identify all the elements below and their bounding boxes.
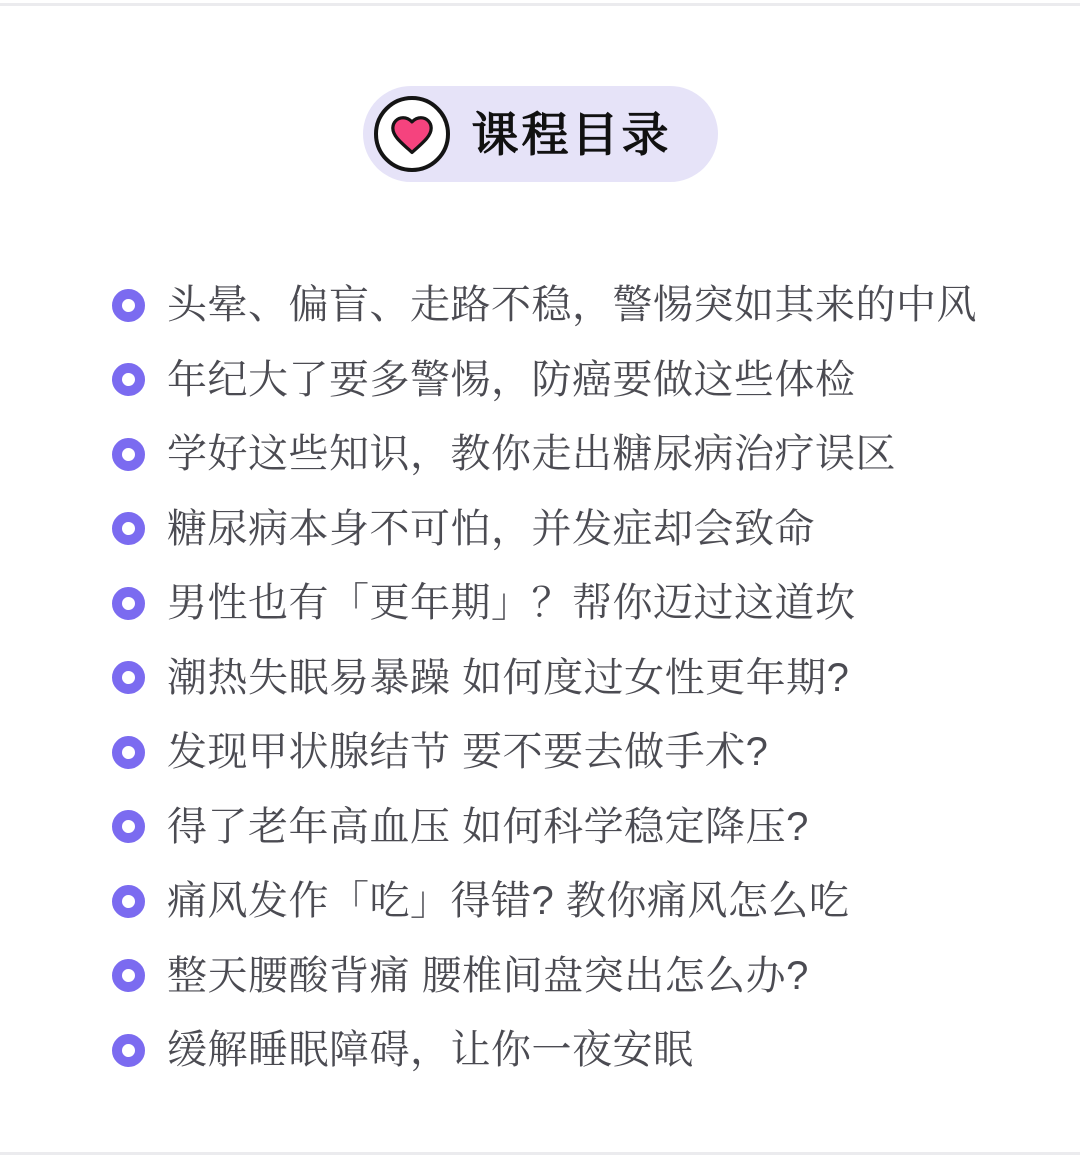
list-item bbox=[112, 492, 1040, 567]
list-item bbox=[112, 641, 1040, 716]
ring-bullet-icon bbox=[112, 289, 145, 322]
ring-bullet-icon bbox=[112, 512, 145, 545]
course-title: 男性也有「更年期」？帮你迈过这道坎 bbox=[167, 581, 856, 626]
course-title: 痛风发作「吃」得错? 教你痛风怎么吃 bbox=[167, 879, 850, 924]
list-item bbox=[112, 715, 1040, 790]
ring-bullet-icon bbox=[112, 810, 145, 843]
list-item bbox=[112, 566, 1040, 641]
course-title: 得了老年高血压 如何科学稳定降压? bbox=[167, 804, 809, 849]
course-title: 头晕、偏盲、走路不稳，警惕突如其来的中风 bbox=[167, 283, 977, 328]
ring-bullet-icon bbox=[112, 736, 145, 769]
ring-bullet-icon bbox=[112, 1034, 145, 1067]
course-title: 糖尿病本身不可怕，并发症却会致命 bbox=[167, 506, 815, 551]
list-item bbox=[112, 790, 1040, 865]
list-item bbox=[112, 864, 1040, 939]
list-item bbox=[112, 939, 1040, 1014]
ring-bullet-icon bbox=[112, 438, 145, 471]
ring-bullet-icon bbox=[112, 363, 145, 396]
ring-bullet-icon bbox=[112, 661, 145, 694]
course-list bbox=[112, 268, 1040, 1088]
course-title: 缓解睡眠障碍，让你一夜安眠 bbox=[167, 1028, 694, 1073]
list-item bbox=[112, 343, 1040, 418]
page-title: 课程目录 bbox=[471, 107, 672, 161]
top-divider bbox=[0, 3, 1080, 6]
bottom-divider bbox=[0, 1152, 1080, 1155]
course-title: 整天腰酸背痛 腰椎间盘突出怎么办? bbox=[167, 953, 809, 998]
heart-icon bbox=[374, 96, 450, 172]
list-item bbox=[112, 417, 1040, 492]
course-title: 年纪大了要多警惕，防癌要做这些体检 bbox=[167, 357, 856, 402]
title-badge bbox=[363, 86, 718, 182]
course-title: 发现甲状腺结节 要不要去做手术? bbox=[167, 730, 769, 775]
course-title: 学好这些知识，教你走出糖尿病治疗误区 bbox=[167, 432, 896, 477]
ring-bullet-icon bbox=[112, 587, 145, 620]
ring-bullet-icon bbox=[112, 885, 145, 918]
course-title: 潮热失眠易暴躁 如何度过女性更年期? bbox=[167, 655, 850, 700]
header bbox=[0, 0, 1080, 182]
ring-bullet-icon bbox=[112, 959, 145, 992]
list-item bbox=[112, 268, 1040, 343]
list-item bbox=[112, 1013, 1040, 1088]
